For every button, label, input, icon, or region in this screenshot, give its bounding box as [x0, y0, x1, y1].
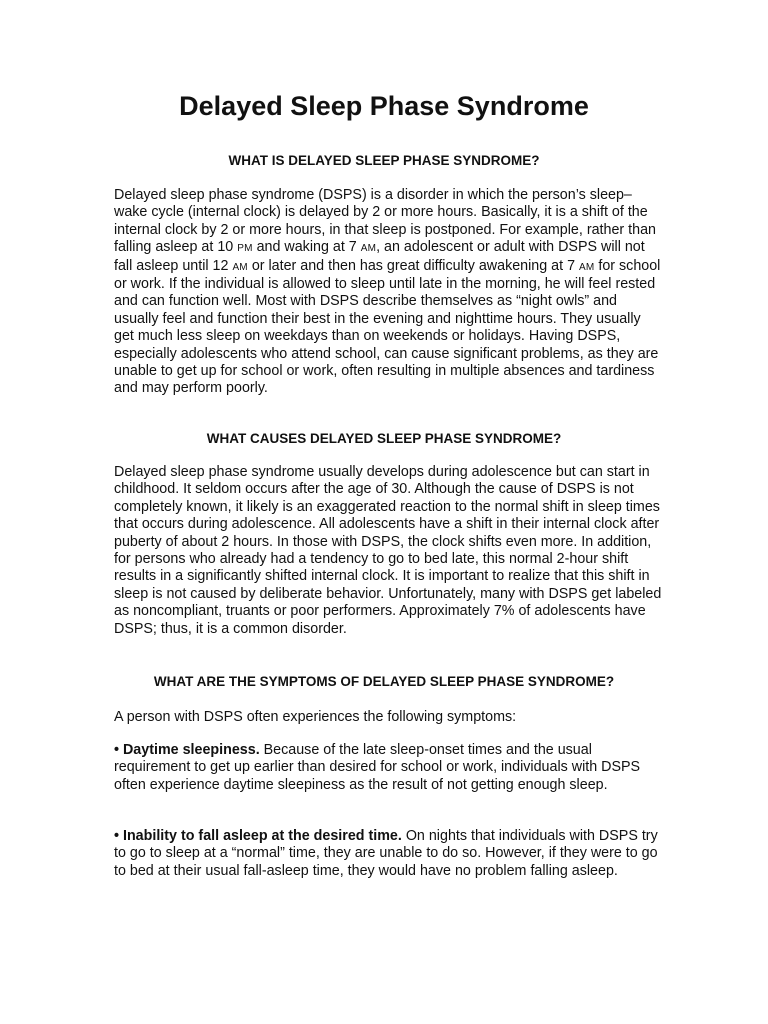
bullet-text: Because of the late sleep-onset times and the usual requirement to get up earlier than desired for school or work, individuals with DSPS often experience daytime sleepiness as the result of not getting enough sleep. — [114, 742, 641, 793]
bullet-text: On nights that individuals with DSPS try to go to sleep at a “normal” time, they are unable to do so. However, if they were to go to bed at their usual fall-asleep time, they would have no problem falling asleep. — [114, 828, 658, 879]
section-heading-what-is: WHAT IS DELAYED SLEEP PHASE SYNDROME? — [228, 153, 540, 168]
symptoms-intro: A person with DSPS often experiences the following symptoms: — [114, 709, 517, 725]
time-suffix: PM — [237, 243, 253, 255]
time-suffix: AM — [232, 261, 248, 273]
text-run: and waking at 7 — [252, 239, 361, 256]
bullet-lead: • Inability to fall asleep at the desired time. — [114, 828, 402, 844]
page-title: Delayed Sleep Phase Syndrome — [179, 91, 589, 121]
text-run: Delayed sleep phase syndrome (DSPS) is a disorder in which the person’s sleep–wake cycle (internal clock) is delayed by 2 or more hours. Basically, it is a shift of the internal clock by 2 or more hours, in that sleep is postponed. For example, rather than falling asleep at 10 — [114, 187, 656, 256]
section-heading-causes: WHAT CAUSES DELAYED SLEEP PHASE SYNDROME? — [206, 431, 562, 446]
symptom-bullet — [114, 742, 662, 794]
section-paragraph-what-is — [114, 187, 662, 398]
section-paragraph-causes: Delayed sleep phase syndrome usually develops during adolescence but can start in childhood. It seldom occurs after the age of 30. Although the cause of DSPS is not completely known, it likely is an exaggerated reaction to the normal shift in sleep times that occurs during adolescence. All adolescents have a shift in their internal clock after puberty of about 2 hours. In those with DSPS, the clock shifts even more. In addition, for persons who already had a tendency to go to bed late, this normal 2-hour shift results in a significantly shifted internal clock. It is important to realize that this shift in sleep is not caused by deliberate behavior. Unfortunately, many with DSPS get labeled as noncompliant, truants or poor performers. Approximately 7% of adolescents have DSPS; thus, it is a common disorder. — [114, 464, 662, 637]
text-run: for school or work. If the individual is allowed to sleep until late in the morning, he will feel rested and can function well. Most with DSPS describe themselves as “night owls” and usually feel and function their best in the evening and nighttime hours. They usually get much less sleep on weekdays than on weekends or holidays. Having DSPS, especially adolescents who attend school, can cause significant problems, as they are unable to get up for school or work, often resulting in multiple absences and tardiness and may perform poorly. — [114, 257, 661, 397]
time-suffix: AM — [579, 261, 595, 273]
text-run: , an adolescent or adult with DSPS will not fall asleep until 12 — [114, 239, 645, 274]
bullet-lead: • Daytime sleepiness. — [114, 742, 260, 758]
section-heading-symptoms: WHAT ARE THE SYMPTOMS OF DELAYED SLEEP PHASE SYNDROME? — [153, 674, 615, 689]
time-suffix: AM — [360, 243, 377, 255]
text-run: or later and then has great difficulty awakening at 7 — [247, 257, 579, 274]
symptom-bullet — [114, 828, 662, 880]
